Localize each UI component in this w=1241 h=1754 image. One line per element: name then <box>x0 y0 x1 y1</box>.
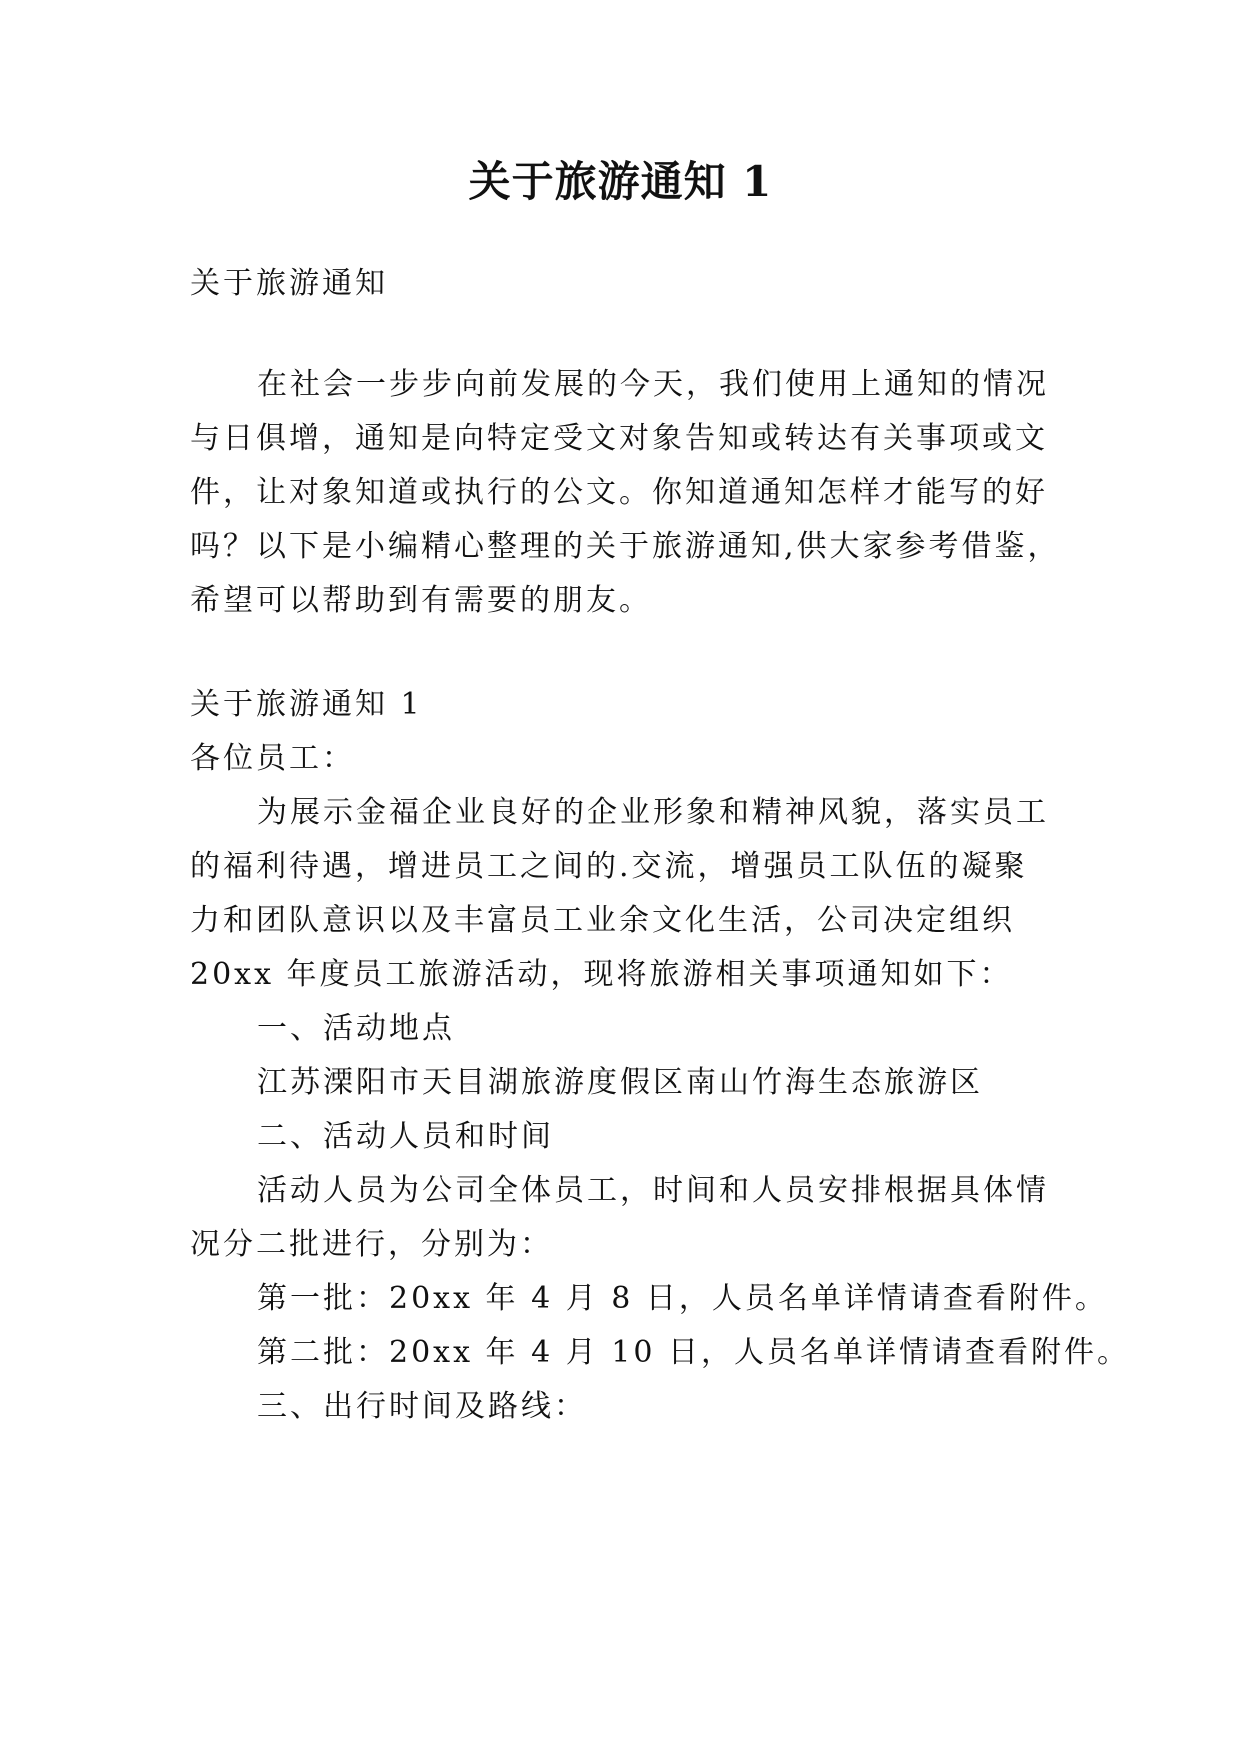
body-line-3: 力和团队意识以及丰富员工业余文化生活，公司决定组织 <box>190 903 1015 938</box>
intro-line-5: 希望可以帮助到有需要的朋友。 <box>190 583 652 618</box>
batch-2: 第二批：20xx 年 4 月 10 日，人员名单详情请查看附件。 <box>257 1335 1130 1370</box>
body-line-4: 20xx 年度员工旅游活动，现将旅游相关事项通知如下： <box>190 957 1013 992</box>
document-title: 关于旅游通知 1 <box>468 157 773 206</box>
item1-text: 江苏溧阳市天目湖旅游度假区南山竹海生态旅游区 <box>257 1065 983 1100</box>
intro-line-3: 件，让对象知道或执行的公文。你知道通知怎样才能写的好 <box>190 475 1048 510</box>
item2-line-1: 活动人员为公司全体员工，时间和人员安排根据具体情 <box>257 1173 1049 1208</box>
item1-heading: 一、活动地点 <box>257 1011 455 1046</box>
intro-line-4: 吗？以下是小编精心整理的关于旅游通知,供大家参考借鉴， <box>190 529 1061 564</box>
intro-line-2: 与日俱增，通知是向特定受文对象告知或转达有关事项或文 <box>190 421 1048 456</box>
section-heading: 关于旅游通知 1 <box>190 687 423 722</box>
salutation: 各位员工： <box>190 741 355 776</box>
body-line-1: 为展示金福企业良好的企业形象和精神风貌，落实员工 <box>257 795 1049 830</box>
intro-line-1: 在社会一步步向前发展的今天，我们使用上通知的情况 <box>257 367 1049 402</box>
item2-line-2: 况分二批进行，分别为： <box>190 1227 553 1262</box>
body-line-2: 的福利待遇，增进员工之间的.交流，增强员工队伍的凝聚 <box>190 849 1028 884</box>
item2-heading: 二、活动人员和时间 <box>257 1119 554 1154</box>
batch-1: 第一批：20xx 年 4 月 8 日，人员名单详情请查看附件。 <box>257 1281 1108 1316</box>
item3-heading: 三、出行时间及路线： <box>257 1389 587 1424</box>
document-subtitle: 关于旅游通知 <box>190 266 388 301</box>
